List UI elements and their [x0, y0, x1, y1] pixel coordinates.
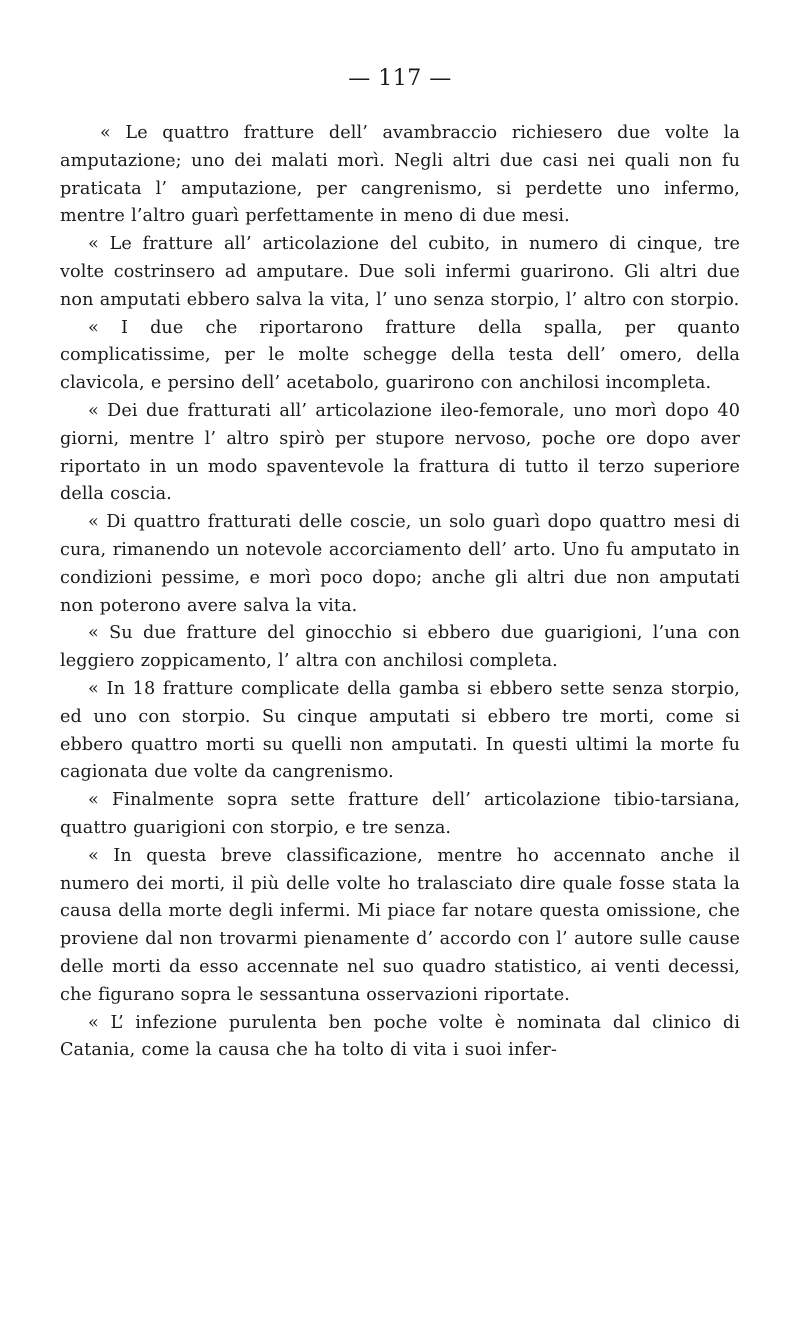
paragraph-shoulder-fractures: « I due che riportarono fratture della spalla, per quanto complicatissime, per le molte schegge della testa dell’ omero, della clavicola, e persino dell’ acetabolo, guarirono con anchilosi incompleta. [60, 317, 740, 394]
body-text [60, 120, 740, 1065]
paragraph-ankle-fractures: « Finalmente sopra sette fratture dell’ articolazione tibio-tarsiana, quattro guarigioni con storpio, e tre senza. [60, 790, 740, 838]
paragraph-forearm-fractures: « Le quattro fratture dell’ avambraccio richiesero due volte la amputazione; uno dei malati morì. Negli altri due casi nei quali non fu praticata l’ amputazione, per cangrenismo, si perdette uno infermo, mentre l’altro guarì perfettamente in meno di due mesi. [60, 123, 740, 227]
page-number: — 117 — [348, 66, 452, 91]
paragraph-elbow-fractures: « Le fratture all’ articolazione del cubito, in numero di cinque, tre volte costrinsero ad amputare. Due soli infermi guarirono. Gli altri due non amputati ebbero salva la vita, l’ uno senza storpio, l’ altro con storpio. [60, 234, 740, 310]
paragraph-hip-fractures: « Dei due fratturati all’ articolazione ileo-femorale, uno morì dopo 40 giorni, mentre l’ altro spirò per stupore nervoso, poche ore dopo aver riportato in un modo spaventevole la frattura di tutto il terzo superiore della coscia. [60, 400, 740, 505]
paragraph-classification-note: « In questa breve classificazione, mentre ho accennato anche il numero dei morti, il più delle volte ho tralasciato dire quale fosse stata la causa della morte degli infermi. Mi piace far notare questa omissione, che proviene dal non trovarmi pienamente d’ accordo con l’ autore sulle cause delle morti da esso accennate nel suo quadro statistico, ai venti decessi, che figurano sopra le sessantuna osservazioni riportate. [60, 845, 740, 1005]
paragraph-leg-fractures: « In 18 fratture complicate della gamba si ebbero sette senza storpio, ed uno con storpio. Su cinque amputati si ebbero tre morti, come si ebbero quattro morti su quelli non amputati. In questi ultimi la morte fu cagionata due volte da cangrenismo. [60, 678, 740, 783]
paragraph-purulent-infection: « L’ infezione purulenta ben poche volte è nominata dal clinico di Catania, come la causa che ha tolto di vita i suoi infer- [60, 1012, 740, 1061]
paragraph-thigh-fractures: « Di quattro fratturati delle coscie, un solo guarì dopo quattro mesi di cura, rimanendo un notevole accorciamento dell’ arto. Uno fu amputato in condizioni pessime, e morì poco dopo; anche gli altri due non amputati non poterono avere salva la vita. [60, 512, 740, 616]
paragraph-knee-fractures: « Su due fratture del ginocchio si ebbero due guarigioni, l’una con leggiero zoppicamento, l’ altra con anchilosi completa. [60, 623, 740, 672]
